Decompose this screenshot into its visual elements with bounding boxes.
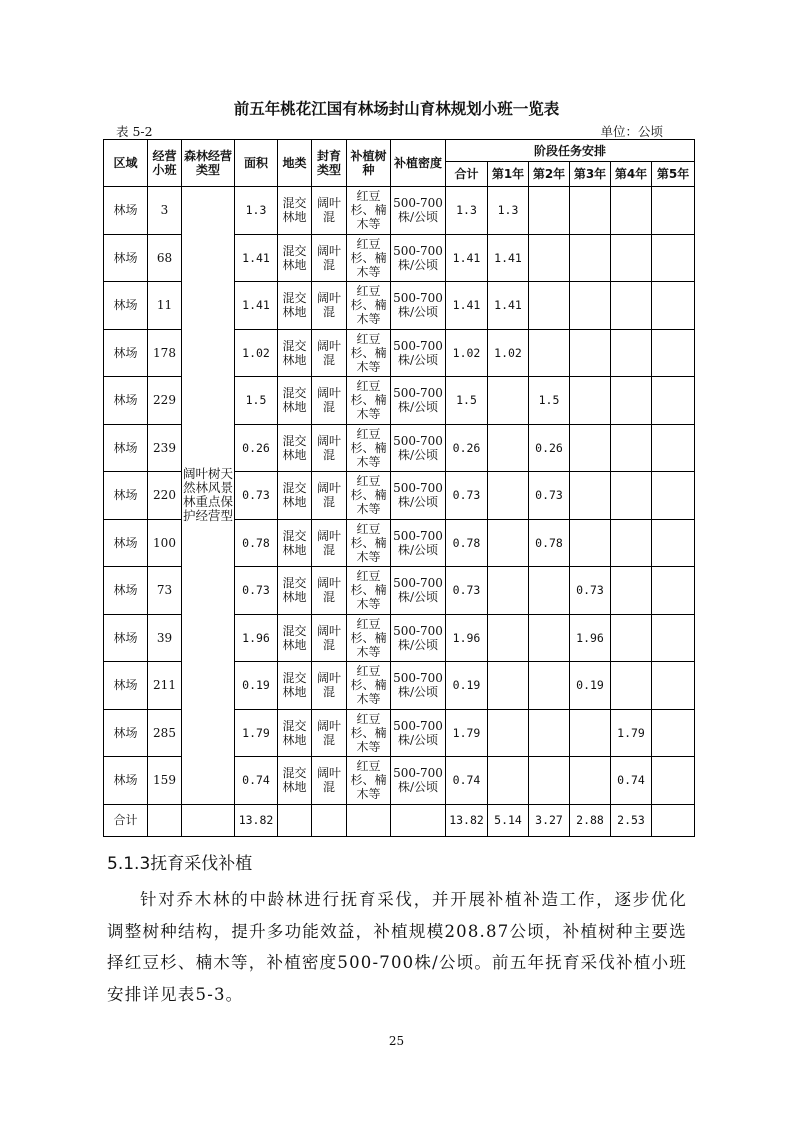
year-1-cell [488, 377, 529, 425]
empty-cell [278, 804, 312, 836]
year-1-cell [488, 709, 529, 757]
year-4-cell [611, 519, 652, 567]
year-1-cell [488, 614, 529, 662]
subcompartment-cell: 159 [148, 757, 182, 805]
total-cell: 1.41 [446, 282, 488, 330]
land-type-cell: 混交林地 [278, 709, 312, 757]
header-row-1 [104, 140, 695, 162]
empty-cell [148, 804, 182, 836]
totals-row [104, 804, 695, 836]
land-type-cell: 混交林地 [278, 567, 312, 615]
area-cell: 1.3 [235, 187, 278, 235]
total-cell: 0.19 [446, 662, 488, 710]
land-type-cell: 混交林地 [278, 187, 312, 235]
density-cell: 500-700株/公顷 [391, 709, 446, 757]
header-year-5: 第5年 [652, 162, 695, 187]
region-cell: 林场 [104, 187, 148, 235]
header-total: 合计 [446, 162, 488, 187]
header-year-2: 第2年 [529, 162, 570, 187]
year-5-cell [652, 234, 695, 282]
year-3-cell [570, 377, 611, 425]
table-number: 表 5-2 [116, 124, 153, 139]
subcompartment-cell: 73 [148, 567, 182, 615]
region-cell: 林场 [104, 614, 148, 662]
region-cell: 林场 [104, 567, 148, 615]
section-heading: 5.1.3抚育采伐补植 [107, 854, 253, 874]
species-cell: 红豆杉、楠木等 [347, 187, 391, 235]
year-2-cell [529, 329, 570, 377]
land-type-cell: 混交林地 [278, 662, 312, 710]
year-2-cell: 0.73 [529, 472, 570, 520]
density-cell: 500-700株/公顷 [391, 472, 446, 520]
year-4-cell [611, 377, 652, 425]
region-cell: 林场 [104, 472, 148, 520]
totals-year-1-cell: 5.14 [488, 804, 529, 836]
total-cell: 0.73 [446, 472, 488, 520]
density-cell: 500-700株/公顷 [391, 282, 446, 330]
density-cell: 500-700株/公顷 [391, 757, 446, 805]
year-4-cell [611, 567, 652, 615]
totals-year-3-cell: 2.88 [570, 804, 611, 836]
totals-year-2-cell: 3.27 [529, 804, 570, 836]
year-2-cell [529, 187, 570, 235]
year-4-cell [611, 282, 652, 330]
header-land-type: 地类 [278, 140, 312, 187]
density-cell: 500-700株/公顷 [391, 424, 446, 472]
header-subcompartment: 经营小班 [148, 140, 182, 187]
header-area: 面积 [235, 140, 278, 187]
table-row [104, 187, 695, 235]
region-cell: 林场 [104, 757, 148, 805]
total-cell: 1.5 [446, 377, 488, 425]
total-cell: 0.74 [446, 757, 488, 805]
year-5-cell [652, 187, 695, 235]
area-cell: 1.41 [235, 282, 278, 330]
region-cell: 林场 [104, 282, 148, 330]
year-1-cell [488, 662, 529, 710]
total-cell: 0.78 [446, 519, 488, 567]
year-1-cell [488, 519, 529, 567]
year-4-cell [611, 472, 652, 520]
closure-type-cell: 阔叶混 [312, 662, 347, 710]
density-cell: 500-700株/公顷 [391, 662, 446, 710]
empty-cell [182, 804, 235, 836]
density-cell: 500-700株/公顷 [391, 329, 446, 377]
total-cell: 0.26 [446, 424, 488, 472]
area-cell: 1.41 [235, 234, 278, 282]
area-cell: 1.5 [235, 377, 278, 425]
area-cell: 0.78 [235, 519, 278, 567]
totals-year-5-cell [652, 804, 695, 836]
unit-label: 单位：公顷 [600, 124, 663, 139]
region-cell: 林场 [104, 662, 148, 710]
area-cell: 1.79 [235, 709, 278, 757]
year-2-cell [529, 709, 570, 757]
subcompartment-cell: 239 [148, 424, 182, 472]
total-cell: 1.79 [446, 709, 488, 757]
year-3-cell [570, 757, 611, 805]
land-type-cell: 混交林地 [278, 282, 312, 330]
subcompartment-cell: 229 [148, 377, 182, 425]
land-type-cell: 混交林地 [278, 377, 312, 425]
total-cell: 1.02 [446, 329, 488, 377]
year-1-cell [488, 567, 529, 615]
region-cell: 林场 [104, 709, 148, 757]
year-1-cell [488, 424, 529, 472]
closure-type-cell: 阔叶混 [312, 234, 347, 282]
year-2-cell [529, 662, 570, 710]
species-cell: 红豆杉、楠木等 [347, 614, 391, 662]
region-cell: 林场 [104, 377, 148, 425]
year-5-cell [652, 282, 695, 330]
land-type-cell: 混交林地 [278, 472, 312, 520]
density-cell: 500-700株/公顷 [391, 234, 446, 282]
year-3-cell [570, 282, 611, 330]
year-5-cell [652, 519, 695, 567]
year-4-cell: 0.74 [611, 757, 652, 805]
header-density: 补植密度 [391, 140, 446, 187]
year-4-cell [611, 329, 652, 377]
land-type-cell: 混交林地 [278, 757, 312, 805]
empty-cell [391, 804, 446, 836]
year-1-cell: 1.02 [488, 329, 529, 377]
species-cell: 红豆杉、楠木等 [347, 709, 391, 757]
closure-type-cell: 阔叶混 [312, 424, 347, 472]
species-cell: 红豆杉、楠木等 [347, 757, 391, 805]
totals-area-cell: 13.82 [235, 804, 278, 836]
body-paragraph: 针对乔木林的中龄林进行抚育采伐，并开展补植补造工作，逐步优化调整树种结构，提升多功能效益，补植规模208.87公顷，补植树种主要选择红豆杉、楠木等，补植密度500-700株/公顷。前五年抚育采伐补植小班安排详见表5-3。 [107, 890, 687, 1004]
year-1-cell [488, 757, 529, 805]
subcompartment-cell: 39 [148, 614, 182, 662]
subcompartment-cell: 100 [148, 519, 182, 567]
header-schedule: 阶段任务安排 [446, 140, 695, 162]
year-2-cell [529, 614, 570, 662]
table-title: 前五年桃花江国有林场封山育林规划小班一览表 [233, 100, 560, 118]
header-forest-type: 森林经营类型 [182, 140, 235, 187]
year-3-cell [570, 234, 611, 282]
year-3-cell: 1.96 [570, 614, 611, 662]
area-cell: 1.96 [235, 614, 278, 662]
area-cell: 0.26 [235, 424, 278, 472]
species-cell: 红豆杉、楠木等 [347, 234, 391, 282]
density-cell: 500-700株/公顷 [391, 377, 446, 425]
subcompartment-cell: 220 [148, 472, 182, 520]
year-2-cell: 0.78 [529, 519, 570, 567]
year-2-cell [529, 282, 570, 330]
species-cell: 红豆杉、楠木等 [347, 519, 391, 567]
header-species: 补植树种 [347, 140, 391, 187]
year-5-cell [652, 472, 695, 520]
year-3-cell: 0.73 [570, 567, 611, 615]
year-2-cell [529, 567, 570, 615]
land-type-cell: 混交林地 [278, 424, 312, 472]
forest-type-cell: 阔叶树天然林风景林重点保护经营型 [182, 187, 235, 805]
land-type-cell: 混交林地 [278, 519, 312, 567]
plan-table [103, 139, 695, 837]
area-cell: 0.73 [235, 472, 278, 520]
year-5-cell [652, 662, 695, 710]
header-closure-type: 封育类型 [312, 140, 347, 187]
subcompartment-cell: 285 [148, 709, 182, 757]
header-year-3: 第3年 [570, 162, 611, 187]
species-cell: 红豆杉、楠木等 [347, 377, 391, 425]
species-cell: 红豆杉、楠木等 [347, 567, 391, 615]
year-3-cell [570, 187, 611, 235]
empty-cell [312, 804, 347, 836]
closure-type-cell: 阔叶混 [312, 472, 347, 520]
subcompartment-cell: 178 [148, 329, 182, 377]
year-3-cell: 0.19 [570, 662, 611, 710]
closure-type-cell: 阔叶混 [312, 757, 347, 805]
year-1-cell: 1.3 [488, 187, 529, 235]
year-3-cell [570, 424, 611, 472]
page-number: 25 [388, 1034, 405, 1048]
subcompartment-cell: 3 [148, 187, 182, 235]
year-2-cell: 0.26 [529, 424, 570, 472]
year-3-cell [570, 709, 611, 757]
year-5-cell [652, 757, 695, 805]
closure-type-cell: 阔叶混 [312, 709, 347, 757]
land-type-cell: 混交林地 [278, 614, 312, 662]
land-type-cell: 混交林地 [278, 234, 312, 282]
header-year-1: 第1年 [488, 162, 529, 187]
year-4-cell [611, 662, 652, 710]
year-5-cell [652, 329, 695, 377]
closure-type-cell: 阔叶混 [312, 377, 347, 425]
closure-type-cell: 阔叶混 [312, 519, 347, 567]
total-cell: 0.73 [446, 567, 488, 615]
density-cell: 500-700株/公顷 [391, 519, 446, 567]
year-4-cell [611, 614, 652, 662]
totals-year-4-cell: 2.53 [611, 804, 652, 836]
year-4-cell [611, 424, 652, 472]
region-cell: 林场 [104, 234, 148, 282]
closure-type-cell: 阔叶混 [312, 614, 347, 662]
year-5-cell [652, 614, 695, 662]
year-1-cell [488, 472, 529, 520]
totals-total-cell: 13.82 [446, 804, 488, 836]
area-cell: 1.02 [235, 329, 278, 377]
header-region: 区域 [104, 140, 148, 187]
year-4-cell [611, 187, 652, 235]
total-cell: 1.96 [446, 614, 488, 662]
year-3-cell [570, 472, 611, 520]
area-cell: 0.19 [235, 662, 278, 710]
density-cell: 500-700株/公顷 [391, 567, 446, 615]
year-5-cell [652, 709, 695, 757]
year-5-cell [652, 567, 695, 615]
year-4-cell [611, 234, 652, 282]
header-year-4: 第4年 [611, 162, 652, 187]
subcompartment-cell: 11 [148, 282, 182, 330]
species-cell: 红豆杉、楠木等 [347, 662, 391, 710]
subcompartment-cell: 68 [148, 234, 182, 282]
year-2-cell [529, 234, 570, 282]
year-5-cell [652, 424, 695, 472]
year-5-cell [652, 377, 695, 425]
species-cell: 红豆杉、楠木等 [347, 329, 391, 377]
year-3-cell [570, 519, 611, 567]
subcompartment-cell: 211 [148, 662, 182, 710]
year-1-cell: 1.41 [488, 234, 529, 282]
year-2-cell [529, 757, 570, 805]
closure-type-cell: 阔叶混 [312, 567, 347, 615]
area-cell: 0.73 [235, 567, 278, 615]
closure-type-cell: 阔叶混 [312, 329, 347, 377]
year-1-cell: 1.41 [488, 282, 529, 330]
species-cell: 红豆杉、楠木等 [347, 282, 391, 330]
total-cell: 1.41 [446, 234, 488, 282]
region-cell: 林场 [104, 329, 148, 377]
area-cell: 0.74 [235, 757, 278, 805]
region-cell: 林场 [104, 519, 148, 567]
species-cell: 红豆杉、楠木等 [347, 424, 391, 472]
closure-type-cell: 阔叶混 [312, 282, 347, 330]
year-4-cell: 1.79 [611, 709, 652, 757]
total-cell: 1.3 [446, 187, 488, 235]
totals-label-cell: 合计 [104, 804, 148, 836]
empty-cell [347, 804, 391, 836]
land-type-cell: 混交林地 [278, 329, 312, 377]
closure-type-cell: 阔叶混 [312, 187, 347, 235]
density-cell: 500-700株/公顷 [391, 614, 446, 662]
year-3-cell [570, 329, 611, 377]
density-cell: 500-700株/公顷 [391, 187, 446, 235]
species-cell: 红豆杉、楠木等 [347, 472, 391, 520]
region-cell: 林场 [104, 424, 148, 472]
year-2-cell: 1.5 [529, 377, 570, 425]
